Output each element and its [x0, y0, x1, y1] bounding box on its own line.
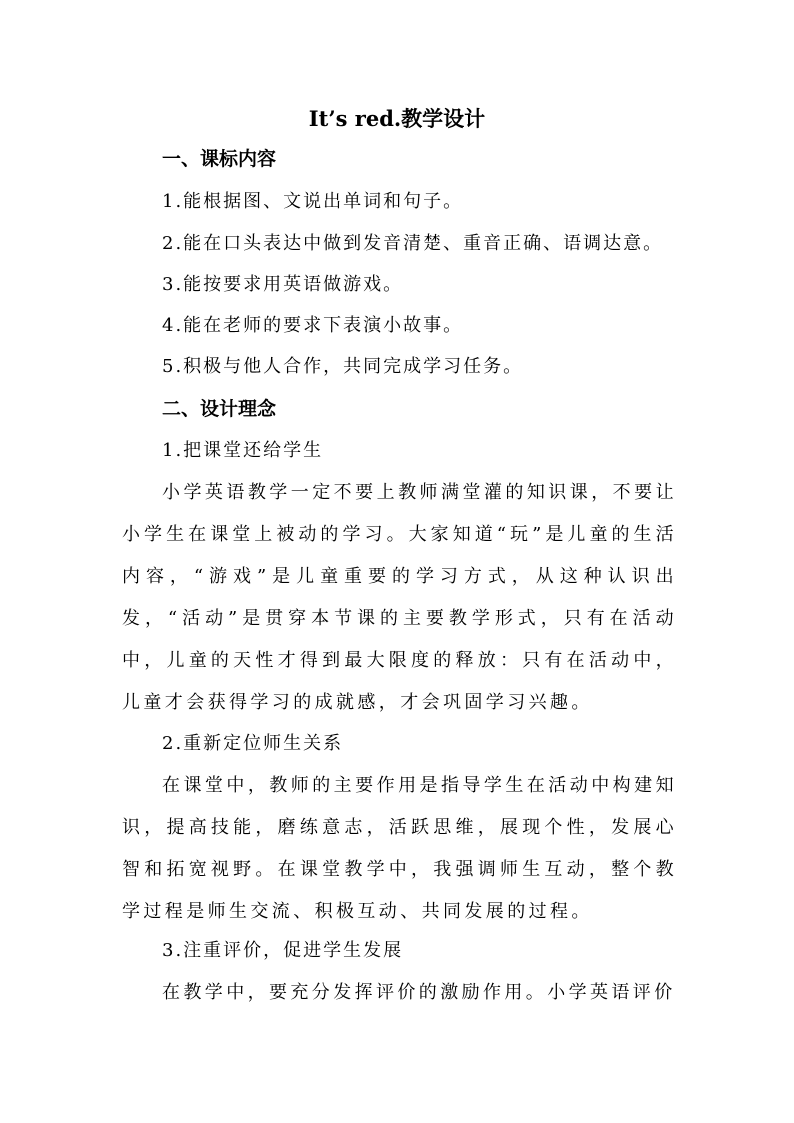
- list-item: 3.能按要求用英语做游戏。: [162, 274, 404, 295]
- page-title: It’s red.教学设计: [308, 106, 486, 131]
- list-item: 4.能在老师的要求下表演小故事。: [162, 315, 464, 336]
- paragraph: 小学英语教学一定不要上教师满堂灌的知识课，不要让小学生在课堂上被动的学习。大家知道“玩”是儿童的生活内容，“游戏”是儿童重要的学习方式，从这种认识出发，“活动”是贯穿本节课的主要教学形式，只有在活动中，儿童的天性才得到最大限度的释放：只有在活动中，儿童才会获得学习的成就感，才会巩固学习兴趣。: [122, 482, 677, 713]
- subheading: 2.重新定位师生关系: [162, 733, 344, 754]
- paragraph: 在教学中，要充分发挥评价的激励作用。小学英语评价: [162, 982, 676, 1003]
- list-item: 2.能在口头表达中做到发音清楚、重音正确、语调达意。: [162, 233, 664, 254]
- list-item: 1.能根据图、文说出单词和句子。: [162, 191, 464, 212]
- section-heading-design-concept: 二、设计理念: [162, 398, 277, 420]
- subheading: 1.把课堂还给学生: [162, 440, 324, 461]
- list-item: 5.积极与他人合作，共同完成学习任务。: [162, 356, 524, 377]
- paragraph: 在课堂中，教师的主要作用是指导学生在活动中构建知识，提高技能，磨练意志，活跃思维，展现个性，发展心智和拓宽视野。在课堂教学中，我强调师生互动，整个教学过程是师生交流、积极互动、共同发展的过程。: [122, 775, 677, 922]
- section-heading-curriculum: 一、课标内容: [162, 148, 277, 170]
- subheading: 3.注重评价，促进学生发展: [162, 940, 404, 961]
